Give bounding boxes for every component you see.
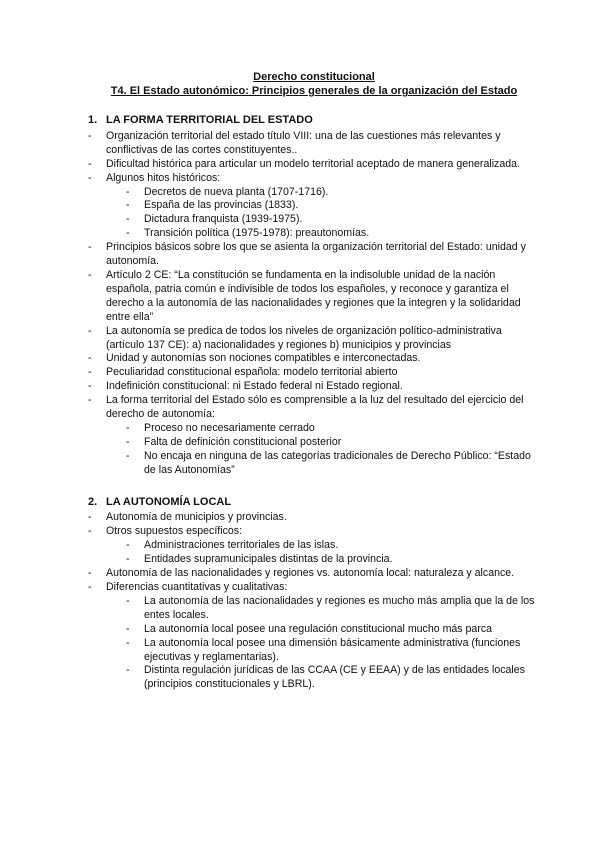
list-item-text: Organización territorial del estado título VIII: una de las cuestiones más relevantes y conflictivas de las cortes constituyentes..: [106, 129, 501, 156]
sub-list-item-text: Proceso no necesariamente cerrado: [144, 421, 315, 434]
sub-list-item-text: Dictadura franquista (1939-1975).: [144, 213, 303, 226]
sub-list-item: [126, 199, 540, 213]
list-item: [88, 511, 540, 525]
sub-list-item-text: La autonomía local posee una dimensión básicamente administrativa (funciones ejecutivas y reglamentarias).: [144, 636, 521, 663]
list-item-text: Unidad y autonomías son nociones compatibles e interconectadas.: [106, 352, 421, 365]
bullet-dash: -: [126, 213, 130, 226]
bullet-list: [88, 511, 540, 692]
list-item-text: La forma territorial del Estado sólo es comprensible a la luz del resultado del ejercicio del derecho de autonomía:: [106, 394, 524, 421]
list-item-text: Autonomía de las nacionalidades y regiones vs. autonomía local: naturaleza y alcance.: [106, 567, 515, 580]
section-heading: [88, 114, 540, 128]
sub-list-item: [126, 637, 540, 665]
sub-bullet-list: [126, 422, 540, 478]
sub-bullet-list: [126, 539, 540, 567]
bullet-list: [88, 130, 540, 478]
bullet-dash: -: [126, 594, 130, 607]
list-item: [88, 567, 540, 581]
list-item-text: La autonomía se predica de todos los niveles de organización político-administrativa (artículo 137 CE): a) nacionalidades y regiones b) municipios y provincias: [106, 324, 502, 351]
list-item: [88, 241, 540, 269]
bullet-dash: -: [126, 421, 130, 434]
section-title: LA AUTONOMÍA LOCAL: [106, 495, 232, 508]
bullet-dash: -: [88, 567, 92, 580]
sub-list-item: [126, 227, 540, 241]
sub-list-item-text: La autonomía de las nacionalidades y regiones es mucho más amplia que la de los entes locales.: [144, 594, 535, 621]
sub-bullet-list: [126, 595, 540, 692]
list-item: [88, 130, 540, 158]
document-body: [88, 114, 540, 692]
list-item-text: Autonomía de municipios y provincias.: [106, 511, 287, 524]
list-item: [88, 394, 540, 477]
section-spacer: [88, 478, 540, 492]
sub-list-item: [126, 595, 540, 623]
sub-list-item: [126, 186, 540, 200]
bullet-dash: -: [88, 324, 92, 337]
section-number: 2.: [88, 495, 98, 508]
bullet-dash: -: [88, 241, 92, 254]
list-item: [88, 352, 540, 366]
bullet-dash: -: [126, 553, 130, 566]
list-item-text: Artículo 2 CE: “La constitución se fundamenta en la indisoluble unidad de la nación española, patria común e indivisible de todos los españoles, y reconoce y garantiza el derecho a la autonomía de las nacionalidades y regiones que la integren y la solidaridad entre ella”: [106, 268, 521, 323]
bullet-dash: -: [126, 449, 130, 462]
section-title: LA FORMA TERRITORIAL DEL ESTADO: [106, 114, 313, 126]
bullet-dash: -: [126, 636, 130, 649]
sub-list-item-text: Entidades supramunicipales distintas de la provincia.: [144, 553, 393, 566]
list-item: [88, 269, 540, 325]
bullet-dash: -: [88, 171, 92, 184]
sub-list-item: [126, 539, 540, 553]
bullet-dash: -: [126, 664, 130, 677]
sub-list-item: [126, 664, 540, 692]
bullet-dash: -: [88, 268, 92, 281]
list-item: [88, 581, 540, 692]
bullet-dash: -: [126, 199, 130, 212]
bullet-dash: -: [88, 581, 92, 593]
list-item: [88, 380, 540, 394]
list-item-text: Indefinición constitucional: ni Estado federal ni Estado regional.: [106, 380, 403, 393]
sub-list-item-text: Administraciones territoriales de las islas.: [144, 539, 339, 552]
list-item: [88, 525, 540, 567]
sub-list-item-text: Decretos de nueva planta (1707-1716).: [144, 185, 329, 198]
sub-list-item: [126, 422, 540, 436]
section-number: 1.: [88, 114, 98, 126]
list-item: [88, 366, 540, 380]
sub-list-item: [126, 213, 540, 227]
document-subtitle: T4. El Estado autonómico: Principios generales de la organización del Estado: [110, 85, 518, 97]
bullet-dash: -: [88, 129, 92, 142]
document-title: Derecho constitucional: [253, 71, 375, 83]
bullet-dash: -: [88, 394, 92, 407]
bullet-dash: -: [126, 185, 130, 198]
bullet-dash: -: [88, 157, 92, 170]
list-item: [88, 172, 540, 242]
sub-list-item-text: Falta de definición constitucional posterior: [144, 435, 342, 448]
bullet-dash: -: [88, 352, 92, 365]
section-heading: [88, 496, 540, 510]
sub-list-item-text: No encaja en ninguna de las categorías tradicionales de Derecho Público: “Estado de las Autonomías”: [144, 449, 531, 476]
bullet-dash: -: [126, 539, 130, 552]
sub-list-item: [126, 450, 540, 478]
bullet-dash: -: [88, 525, 92, 538]
bullet-dash: -: [126, 435, 130, 448]
bullet-dash: -: [88, 511, 92, 524]
bullet-dash: -: [126, 227, 130, 240]
list-item-text: Diferencias cuantitativas y cualitativas:: [106, 581, 288, 593]
sub-list-item: [126, 623, 540, 637]
list-item: [88, 158, 540, 172]
list-item: [88, 325, 540, 353]
list-item-text: Algunos hitos históricos:: [106, 171, 221, 184]
sub-list-item-text: Transición política (1975-1978): preautonomías.: [144, 227, 370, 240]
sub-list-item-text: España de las provincias (1833).: [144, 199, 299, 212]
bullet-dash: -: [88, 380, 92, 393]
list-item-text: Peculiaridad constitucional española: modelo territorial abierto: [106, 366, 398, 379]
list-item-text: Principios básicos sobre los que se asienta la organización territorial del Estado: unidad y autonomía.: [106, 241, 526, 268]
bullet-dash: -: [126, 622, 130, 635]
sub-list-item: [126, 553, 540, 567]
sub-bullet-list: [126, 186, 540, 242]
sub-list-item-text: Distinta regulación jurídicas de las CCAA (CE y EEAA) y de las entidades locales (principios constitucionales y LBRL).: [144, 664, 525, 691]
sub-list-item-text: La autonomía local posee una regulación constitucional mucho más parca: [144, 622, 493, 635]
bullet-dash: -: [88, 366, 92, 379]
sub-list-item: [126, 436, 540, 450]
list-item-text: Otros supuestos específicos:: [106, 525, 243, 538]
list-item-text: Dificultad histórica para articular un modelo territorial aceptado de manera generalizada.: [106, 157, 520, 170]
